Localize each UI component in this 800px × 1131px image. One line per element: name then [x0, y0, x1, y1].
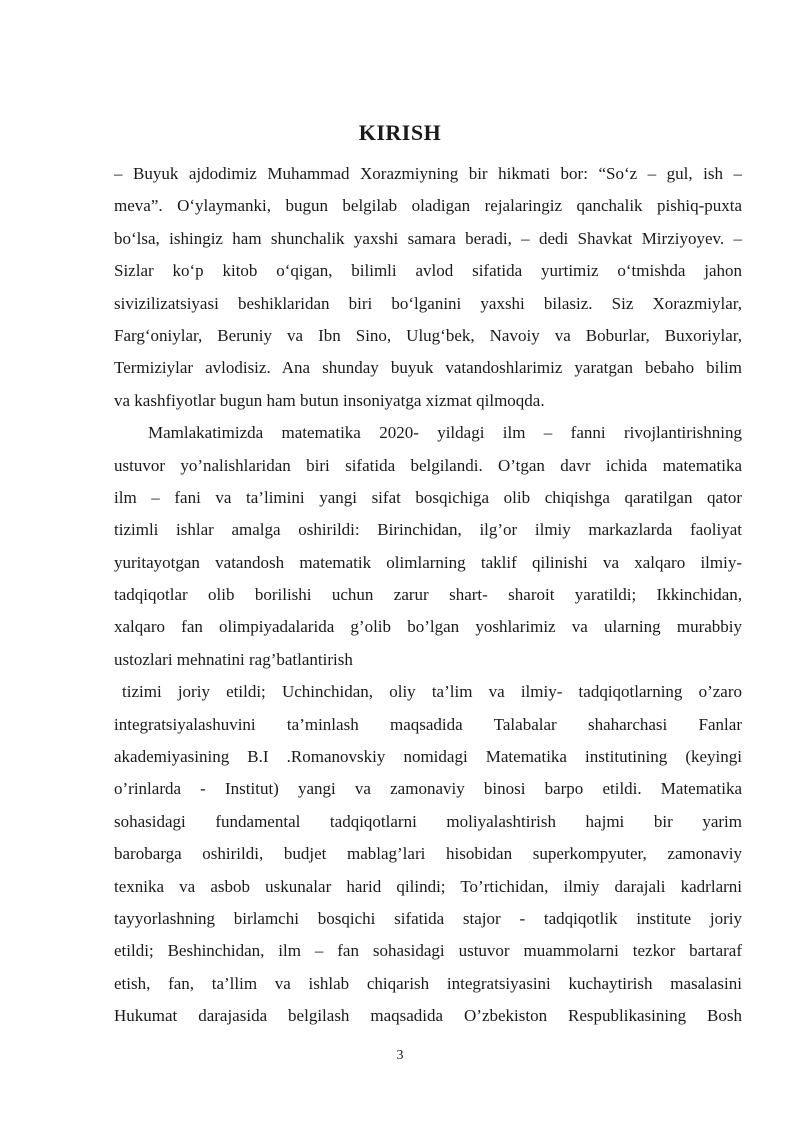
text-line: etish, fan, ta’llim va ishlab chiqarish integratsiyasini kuchaytirish masalasini — [114, 973, 742, 993]
text-line: sohasidagi fundamental tadqiqotlarni moliyalashtirish hajmi bir yarim — [114, 811, 742, 831]
text-line: ustozlari mehnatini rag’batlantirish — [114, 649, 353, 669]
page-number: 3 — [396, 1048, 404, 1063]
text-line: xalqaro fan olimpiyadalarida g’olib bo’lgan yoshlarimiz va ularning murabbiy — [114, 617, 742, 637]
text-line: tizimli ishlar amalga oshirildi: Birinchidan, ilg’or ilmiy markazlarda faoliyat — [114, 520, 742, 540]
text-line: yuritayotgan vatandosh matematik olimlarning taklif qilinishi va xalqaro ilmiy- — [114, 552, 742, 572]
text-line: barobarga oshirildi, budjet mablag’lari hisobidan superkompyuter, zamonaviy — [114, 844, 742, 864]
text-line: Termiziylar avlodisiz. Ana shunday buyuk vatandoshlarimiz yaratgan bebaho bilim — [114, 358, 742, 378]
text-line: Farg‘oniylar, Beruniy va Ibn Sino, Ulug‘bek, Navoiy va Boburlar, Buxoriylar, — [114, 325, 742, 345]
text-line: tayyorlashning birlamchi bosqichi sifatida stajor - tadqiqotlik institute joriy — [114, 908, 742, 928]
text-line: meva”. O‘ylaymanki, bugun belgilab oladigan rejalaringiz qanchalik pishiq-puxta — [114, 196, 742, 216]
body-text — [114, 158, 742, 1033]
text-line: integratsiyalashuvini ta’minlash maqsadida Talabalar shaharchasi Fanlar — [114, 714, 742, 734]
text-line: va kashfiyotlar bugun ham butun insoniyatga xizmat qilmoqda. — [114, 390, 545, 410]
text-line: – Buyuk ajdodimiz Muhammad Xorazmiyning bir hikmati bor: “So‘z – gul, ish – — [114, 164, 742, 183]
text-line: akademiyasining B.I .Romanovskiy nomidagi Matematika institutining (keyingi — [114, 747, 742, 767]
text-line: ilm – fani va ta’limini yangi sifat bosqichiga olib chiqishga qaratilgan qator — [114, 487, 742, 507]
text-line: Sizlar ko‘p kitob o‘qigan, bilimli avlod sifatida yurtimiz o‘tmishda jahon — [114, 261, 742, 281]
text-line: ustuvor yo’nalishlaridan biri sifatida belgilandi. O’tgan davr ichida matematika — [114, 455, 742, 475]
text-line: bo‘lsa, ishingiz ham shunchalik yaxshi samara beradi, – dedi Shavkat Mirziyoyev. – — [114, 228, 742, 248]
text-line: etildi; Beshinchidan, ilm – fan sohasidagi ustuvor muammolarni tezkor bartaraf — [114, 941, 742, 961]
text-line: Mamlakatimizda matematika 2020- yildagi ilm – fanni rivojlantirishning — [148, 423, 742, 443]
text-line: texnika va asbob uskunalar harid qilindi; To’rtichidan, ilmiy darajali kadrlarni — [114, 876, 742, 896]
text-line: o’rinlarda - Institut) yangi va zamonaviy binosi barpo etildi. Matematika — [114, 779, 742, 799]
text-line: Hukumat darajasida belgilash maqsadida O’zbekiston Respublikasining Bosh — [114, 1006, 742, 1026]
text-line: tizimi joriy etildi; Uchinchidan, oliy ta’lim va ilmiy- tadqiqotlarning o’zaro — [122, 682, 742, 702]
page-title: KIRISH — [358, 120, 442, 145]
text-line: tadqiqotlar olib borilishi uchun zarur shart- sharoit yaratildi; Ikkinchidan, — [114, 585, 742, 605]
text-line: sivizilizatsiyasi beshiklaridan biri bo‘lganini yaxshi bilasiz. Siz Xorazmiylar, — [114, 293, 742, 313]
